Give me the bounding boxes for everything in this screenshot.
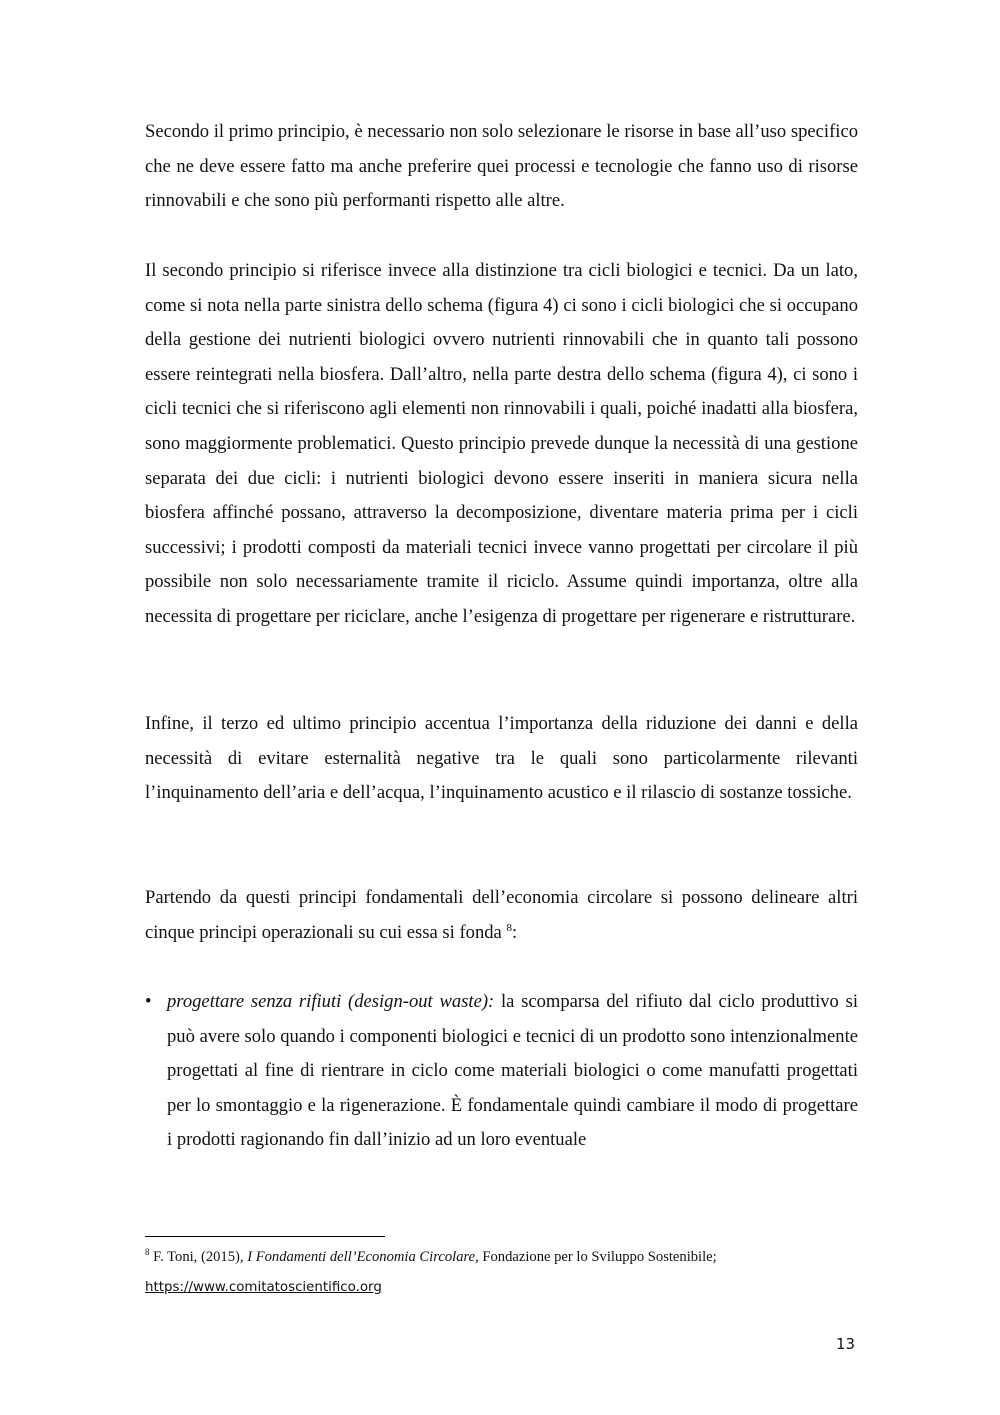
footnote-reference[interactable]: 8 <box>506 921 512 934</box>
footnote-link[interactable]: https://www.comitatoscientifico.org <box>145 1280 382 1295</box>
footnote-number: 8 <box>145 1247 150 1258</box>
footnote-publisher: Fondazione per lo Sviluppo Sostenibile; <box>478 1249 717 1265</box>
footnote-separator <box>145 1236 385 1237</box>
list-item-design-out-waste <box>145 985 858 1158</box>
footnote-author: F. Toni, (2015), <box>149 1249 248 1265</box>
paragraph-operational-principles-end: : <box>511 921 518 943</box>
paragraph-operational-principles <box>145 881 858 950</box>
footnote <box>145 1246 858 1268</box>
page-number: 13 <box>836 1335 856 1353</box>
paragraph-operational-principles-text: Partendo da questi principi fondamentali dell’economia circolare si possono delineare altri cinque principi operazionali su cui essa si fonda <box>145 887 858 943</box>
list-item-text <box>167 985 858 1158</box>
list-item-description: la scomparsa del rifiuto dal ciclo produttivo si può avere solo quando i componenti biologici e tecnici di un prodotto sono intenzionalmente progettati al fine di rientrare in ciclo come materiali biologici o come manufatti progettati per lo smontaggio e la rigenerazione. È fondamentale quindi cambiare il modo di progettare i prodotti ragionando fin dall’inizio ad un loro eventuale <box>167 991 858 1151</box>
paragraph-third-principle: Infine, il terzo ed ultimo principio accentua l’importanza della riduzione dei danni e della necessità di evitare esternalità negative tra le quali sono particolarmente rilevanti l’inquinamento dell’aria e dell’acqua, l’inquinamento acustico e il rilascio di sostanze tossiche. <box>145 713 858 804</box>
bullet-icon: • <box>145 991 152 1012</box>
footnote-title: I Fondamenti dell’Economia Circolare, <box>247 1249 479 1265</box>
list-item-term: progettare senza rifiuti (design-out waste): <box>167 991 495 1012</box>
paragraph-second-principle: Il secondo principio si riferisce invece alla distinzione tra cicli biologici e tecnici. Da un lato, come si nota nella parte sinistra dello schema (figura 4) ci sono i cicli biologici che si occupano della gestione dei nutrienti biologici ovvero nutrienti rinnovabili che in quanto tali possono essere reintegrati nella biosfera. Dall’altro, nella parte destra dello schema (figura 4), ci sono i cicli tecnici che si riferiscono agli elementi non rinnovabili i quali, poiché inadatti alla biosfera, sono maggiormente problematici. Questo principio prevede dunque la necessità di una gestione separata dei due cicli: i nutrienti biologici devono essere inseriti in maniera sicura nella biosfera affinché possano, attraverso la decomposizione, diventare materia prima per i cicli successivi; i prodotti composti da materiali tecnici invece vanno progettati per circolare il più possibile non solo necessariamente tramite il riciclo. Assume quindi importanza, oltre alla necessita di progettare per riciclare, anche l’esigenza di progettare per rigenerare e ristrutturare. <box>145 260 858 627</box>
paragraph-first-principle: Secondo il primo principio, è necessario non solo selezionare le risorse in base all’uso specifico che ne deve essere fatto ma anche preferire quei processi e tecnologie che fanno uso di risorse rinnovabili e che sono più performanti rispetto alle altre. <box>145 121 858 212</box>
